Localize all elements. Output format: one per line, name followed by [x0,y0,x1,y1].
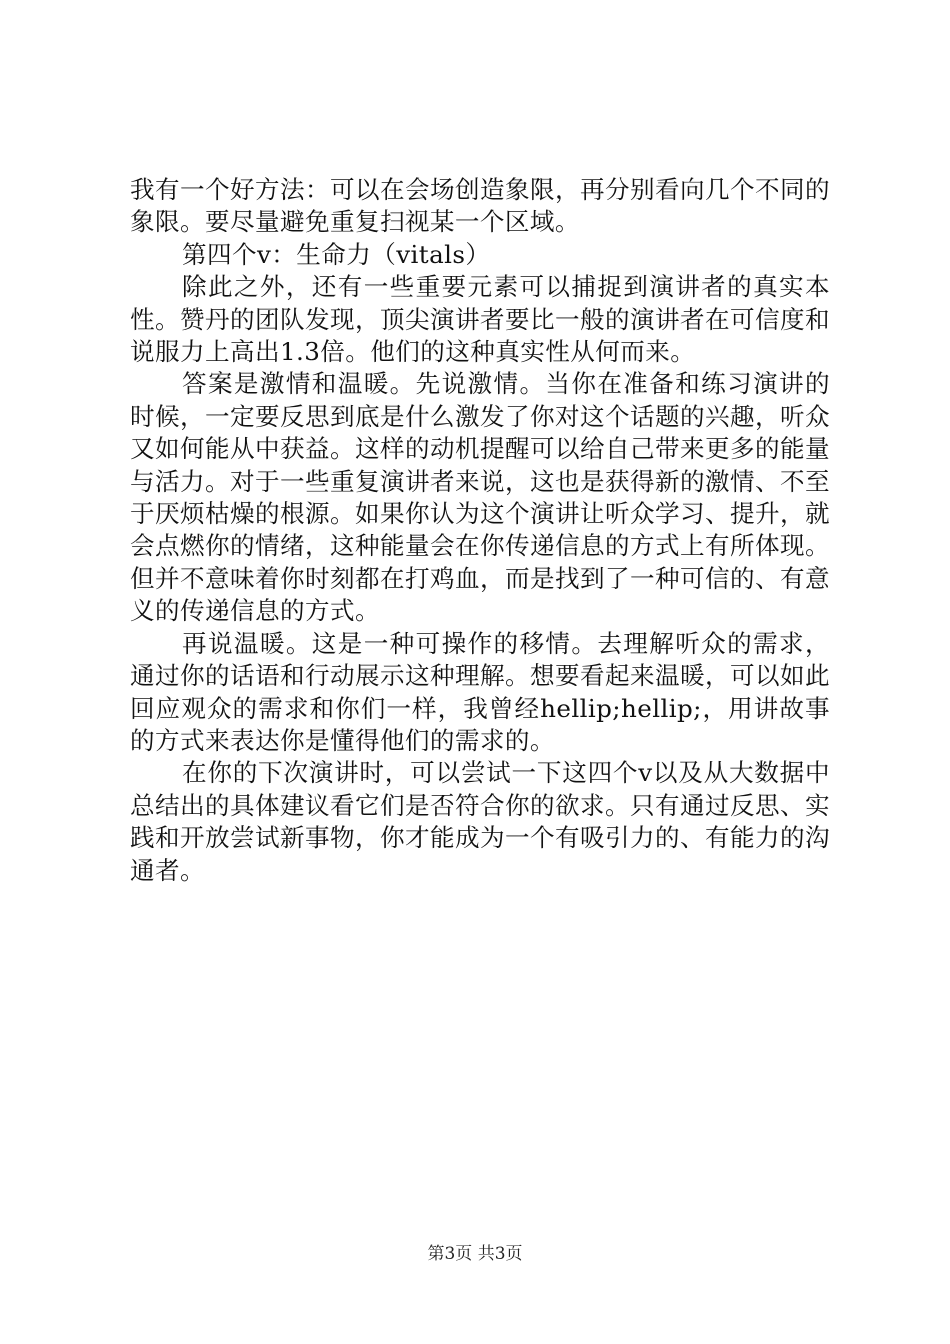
page-number-footer: 第3页 共3页 [427,1244,523,1264]
section-heading: 第四个v：生命力（vitals） [182,239,491,269]
paragraph: 除此之外，还有一些重要元素可以捕捉到演讲者的真实本性。赞丹的团队发现，顶尖演讲者要比一般的演讲者在可信度和说服力上高出1.3倍。他们的这种真实性从何而来。 [130,272,830,367]
paragraph: 再说温暖。这是一种可操作的移情。去理解听众的需求，通过你的话语和行动展示这种理解。想要看起来温暖，可以如此回应观众的需求和你们一样，我曾经hellip;hellip;，用讲故事的方式来表达你是懂得他们的需求的。 [130,628,830,755]
paragraph: 在你的下次演讲时，可以尝试一下这四个v以及从大数据中总结出的具体建议看它们是否符合你的欲求。只有通过反思、实践和开放尝试新事物，你才能成为一个有吸引力的、有能力的沟通者。 [130,758,830,885]
paragraph-continuation: 我有一个好方法：可以在会场创造象限，再分别看向几个不同的象限。要尽量避免重复扫视某一个区域。 [130,175,830,237]
paragraph: 答案是激情和温暖。先说激情。当你在准备和练习演讲的时候，一定要反思到底是什么激发了你对这个话题的兴趣，听众又如何能从中获益。这样的动机提醒可以给自己带来更多的能量与活力。对于一些重复演讲者来说，这也是获得新的激情、不至于厌烦枯燥的根源。如果你认为这个演讲让听众学习、提升，就会点燃你的情绪，这种能量会在你传递信息的方式上有所体现。但并不意味着你时刻都在打鸡血，而是找到了一种可信的、有意义的传递信息的方式。 [130,369,830,626]
document-body [130,174,830,887]
